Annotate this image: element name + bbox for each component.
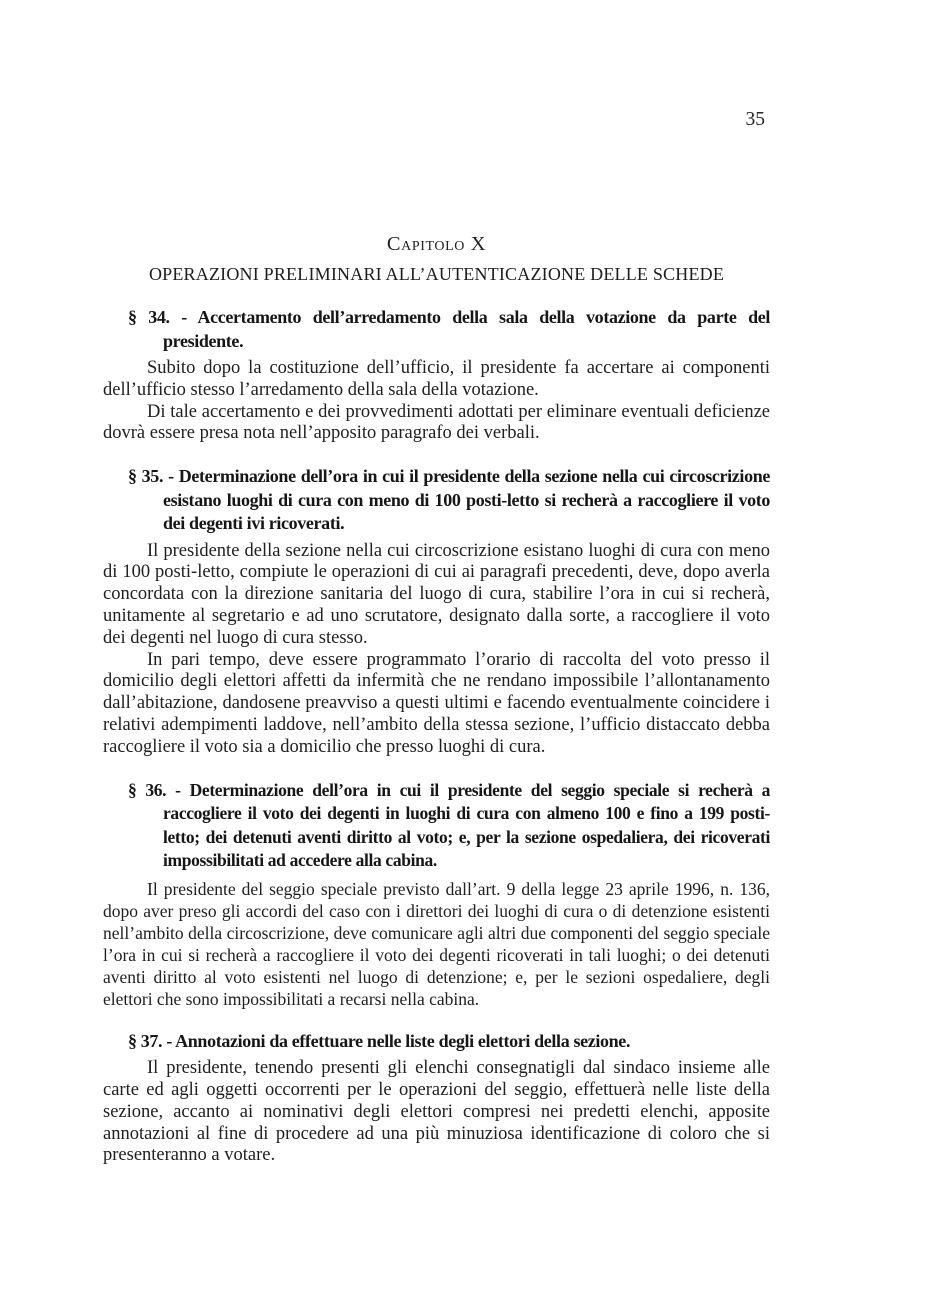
- paragraph: In pari tempo, deve essere programmato l’orario di raccolta del voto presso il domicilio degli elettori affetti da infermità che ne rendano impossibile l’allontanamento dall’abitazione, dandosene preavviso a questi ultimi e facendo eventualmente coincidere i relativi adempimenti laddove, nell’ambito della stessa sezione, l’ufficio distaccato debba raccogliere il voto sia a domicilio che presso luoghi di cura.: [103, 649, 770, 757]
- section-heading-35: [128, 465, 770, 536]
- section-heading-34: [128, 306, 770, 353]
- section-number: § 35. -: [128, 466, 179, 487]
- section-title: Determinazione dell’ora in cui il presidente del seggio speciale si recherà a raccogliere il voto dei degenti in luoghi di cura con almeno 100 e fino a 199 posti-letto; dei detenuti aventi diritto al voto; e, per la sezione ospedaliera, dei ricoverati impossibilitati ad accedere alla cabina.: [163, 779, 771, 871]
- section-number: § 34. -: [128, 307, 198, 327]
- section-number: § 36. -: [128, 779, 190, 800]
- section-title: Annotazioni da effettuare nelle liste degli elettori della sezione.: [175, 1030, 631, 1051]
- chapter-kicker: Capitolo X: [386, 233, 487, 255]
- section-37: [103, 1030, 770, 1167]
- section-title: Determinazione dell’ora in cui il presidente della sezione nella cui circoscrizione esistano luoghi di cura con meno di 100 posti-letto si recherà a raccogliere il voto dei degenti ivi ricoverati.: [163, 466, 770, 534]
- paragraph: Subito dopo la costituzione dell’ufficio, il presidente fa accertare ai componenti dell’ufficio stesso l’arredamento della sala della votazione.: [103, 358, 770, 400]
- page-number: 35: [745, 109, 765, 130]
- section-36: [103, 779, 770, 1010]
- section-heading-36: [128, 779, 770, 873]
- text-column: [103, 0, 770, 1167]
- chapter-title: OPERAZIONI PRELIMINARI ALL’AUTENTICAZIONE DELLE SCHEDE: [148, 264, 725, 284]
- paragraph: Il presidente della sezione nella cui circoscrizione esistano luoghi di cura con meno di 100 posti-letto, compiute le operazioni di cui ai paragrafi precedenti, deve, dopo averla concordata con la direzione sanitaria del luogo di cura, stabilire l’ora in cui si recherà, unitamente al segretario e ad uno scrutatore, designato dalla sorte, a raccogliere il voto dei degenti nel luogo di cura stesso.: [103, 540, 770, 648]
- section-title: Accertamento dell’arredamento della sala della votazione da parte del presidente.: [163, 307, 770, 351]
- paragraph: Di tale accertamento e dei provvedimenti adottati per eliminare eventuali deficienze dovrà essere presa nota nell’apposito paragrafo dei verbali.: [103, 401, 770, 444]
- section-number: § 37. -: [128, 1030, 176, 1051]
- section-34: [103, 306, 770, 445]
- paragraph: Il presidente, tenendo presenti gli elenchi consegnatigli dal sindaco insieme alle carte ed agli oggetti occorrenti per le operazioni del seggio, effettuerà nelle liste della sezione, accanto ai nominativi degli elettori compresi nei predetti elenchi, apposite annotazioni al fine di procedere ad una più minuziosa identificazione di coloro che si presenteranno a votare.: [103, 1058, 770, 1166]
- section-35: [103, 465, 770, 758]
- section-heading-37: [128, 1030, 770, 1054]
- paragraph: Il presidente del seggio speciale previsto dall’art. 9 della legge 23 aprile 1996, n. 136, dopo aver preso gli accordi del caso con i direttori dei luoghi di cura o di detenzione esistenti nell’ambito della circoscrizione, deve comunicare agli altri due componenti del seggio speciale l’ora in cui si recherà a raccogliere il voto dei degenti ricoverati in tali luoghi; o dei detenuti aventi diritto al voto esistenti nel luogo di detenzione; e, per le sezioni ospedaliere, degli elettori che sono impossibilitati a recarsi nella cabina.: [103, 878, 770, 1009]
